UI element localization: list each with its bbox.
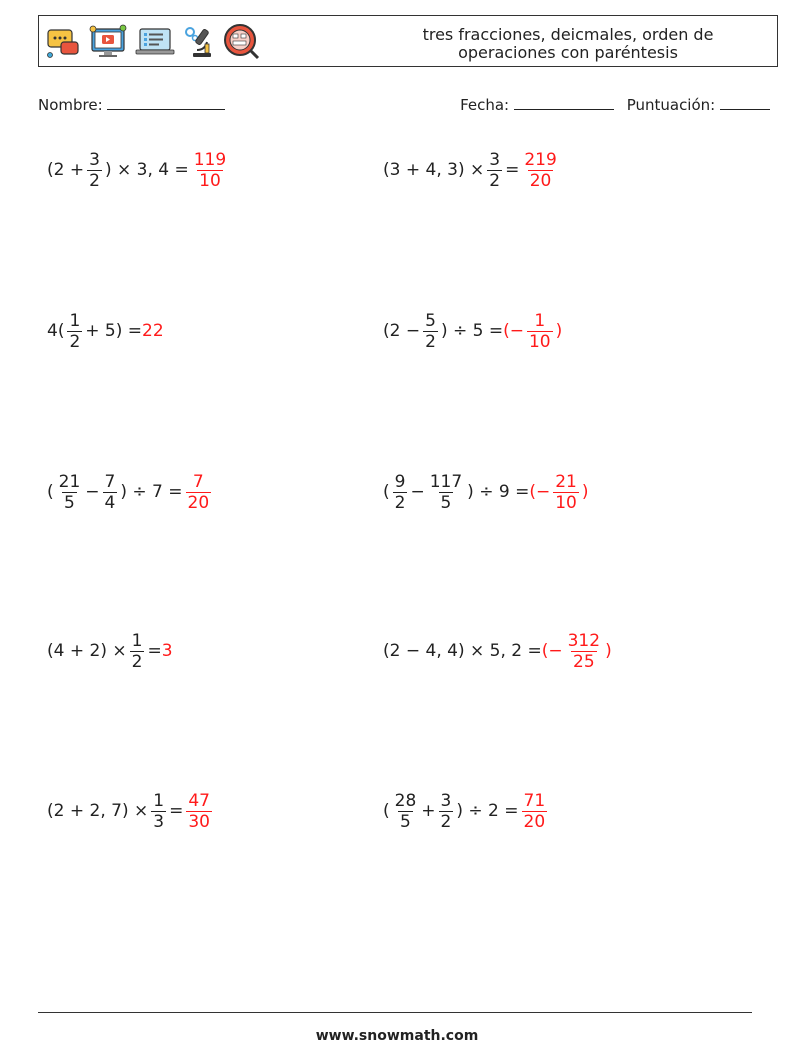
answer-numerator: 312 [567, 630, 601, 651]
expr-part: ( [383, 482, 390, 502]
fraction [393, 472, 408, 513]
date-score-fields [460, 94, 770, 114]
expr-part: (2 + [47, 160, 85, 180]
problem-9 [47, 786, 215, 836]
fraction-denominator: 2 [425, 331, 436, 352]
worksheet-header [38, 15, 778, 67]
fraction [67, 311, 82, 352]
expr-part: (2 − [383, 321, 421, 341]
answer-numerator: 7 [192, 471, 204, 492]
expr-part: = [169, 801, 184, 821]
fraction-denominator: 5 [440, 492, 452, 513]
chat-icon [45, 24, 81, 60]
problem-5 [47, 467, 214, 517]
student-info-row [38, 94, 770, 118]
magnifier-badge-icon [223, 23, 261, 61]
monitor-icon [89, 24, 127, 60]
answer [519, 150, 561, 191]
laptop-list-icon [135, 24, 175, 60]
expr-part: ) ÷ 9 = [467, 482, 530, 502]
name-blank[interactable] [107, 94, 225, 110]
answer-numerator: 119 [193, 149, 227, 170]
fraction-numerator: 21 [58, 471, 81, 492]
answer-numerator: 47 [188, 790, 210, 811]
answer: 3 [161, 641, 173, 661]
fraction-numerator: 9 [394, 471, 406, 492]
answer-suffix: ) [605, 641, 612, 661]
fraction-denominator: 2 [489, 170, 501, 191]
problem-2 [383, 145, 562, 195]
answer-denominator: 30 [188, 811, 210, 832]
expr-part: 4( [47, 321, 65, 341]
answer-denominator: 20 [187, 492, 210, 513]
expr-part: ( [383, 801, 390, 821]
expr-part: + 5) = [85, 321, 143, 341]
title-line-2: operaciones con paréntesis [458, 43, 678, 62]
fraction-numerator: 3 [489, 149, 501, 170]
fraction-denominator: 5 [64, 492, 75, 513]
expr-part: (4 + 2) × [47, 641, 127, 661]
fraction-numerator: 7 [104, 471, 116, 492]
expr-part: = [147, 641, 162, 661]
problem-4 [383, 306, 562, 356]
answer [542, 631, 612, 672]
fraction-numerator: 117 [429, 471, 463, 492]
date-blank[interactable] [514, 94, 614, 110]
answer-denominator: 20 [529, 170, 552, 191]
expr-part: ) ÷ 2 = [456, 801, 519, 821]
fraction [428, 472, 464, 513]
title-line-1: tres fracciones, deicmales, orden de [422, 25, 714, 44]
fraction [57, 472, 83, 513]
answer-prefix: (− [503, 321, 524, 341]
problem-10 [383, 786, 550, 836]
score-label: Puntuación: [626, 96, 716, 114]
answer-denominator: 10 [555, 492, 577, 513]
fraction [87, 150, 102, 191]
fraction-denominator: 2 [440, 811, 452, 832]
answer [183, 472, 215, 513]
answer-numerator: 71 [523, 790, 546, 811]
footer-url[interactable]: www.snowmath.com [315, 1028, 479, 1044]
fraction-denominator: 2 [89, 170, 100, 191]
fraction-numerator: 1 [69, 310, 81, 331]
expr-part: − [85, 482, 100, 502]
answer-numerator: 1 [534, 310, 546, 331]
problem-1 [47, 145, 231, 195]
expr-part: ) ÷ 5 = [440, 321, 504, 341]
expr-part: ( [47, 482, 54, 502]
answer [183, 791, 215, 832]
answer-denominator: 25 [573, 651, 595, 672]
date-label: Fecha: [460, 96, 510, 114]
fraction [487, 150, 502, 191]
fraction-numerator: 1 [153, 790, 165, 811]
fraction-numerator: 28 [394, 790, 417, 811]
fraction-numerator: 5 [425, 310, 436, 331]
answer-numerator: 21 [555, 471, 577, 492]
fraction-denominator: 3 [153, 811, 165, 832]
fraction-numerator: 3 [440, 790, 452, 811]
fraction [393, 791, 419, 832]
answer-prefix: (− [541, 641, 563, 661]
fraction-denominator: 4 [104, 492, 116, 513]
fraction-denominator: 2 [69, 331, 81, 352]
fraction-denominator: 5 [400, 811, 411, 832]
expr-part: ) ÷ 7 = [120, 482, 183, 502]
expr-part: (2 + 2, 7) × [47, 801, 149, 821]
answer [529, 472, 588, 513]
fraction [103, 472, 118, 513]
fraction [439, 791, 454, 832]
expr-part: = [505, 160, 520, 180]
expr-part: + [421, 801, 436, 821]
fraction-numerator: 3 [89, 149, 100, 170]
answer [189, 150, 231, 191]
answer: 22 [142, 321, 164, 341]
expr-part: (2 − 4, 4) × 5, 2 = [383, 641, 542, 661]
fraction [130, 631, 145, 672]
fraction-denominator: 2 [394, 492, 406, 513]
fraction-denominator: 2 [131, 651, 143, 672]
expr-part: (3 + 4, 3) × [383, 160, 485, 180]
expr-part: − [410, 482, 425, 502]
worksheet-title [403, 26, 733, 62]
problem-3 [47, 306, 164, 356]
name-label: Nombre: [38, 96, 103, 114]
answer-suffix: ) [555, 321, 563, 341]
header-icons [45, 22, 261, 62]
name-field [38, 94, 225, 114]
answer-denominator: 10 [528, 331, 551, 352]
answer-denominator: 10 [199, 170, 221, 191]
score-blank[interactable] [720, 94, 770, 110]
expr-part: ) × 3, 4 = [104, 160, 189, 180]
fraction [151, 791, 166, 832]
answer [519, 791, 551, 832]
answer-suffix: ) [581, 482, 589, 502]
answer-prefix: (− [529, 482, 551, 502]
footer-divider [38, 1012, 752, 1013]
problem-7 [47, 626, 173, 676]
answer-numerator: 219 [524, 149, 557, 170]
fraction-numerator: 1 [131, 630, 143, 651]
problem-8 [383, 626, 612, 676]
microscope-icon [183, 24, 215, 60]
problem-6 [383, 467, 589, 517]
answer-denominator: 20 [523, 811, 546, 832]
answer [503, 311, 562, 352]
fraction [423, 311, 438, 352]
